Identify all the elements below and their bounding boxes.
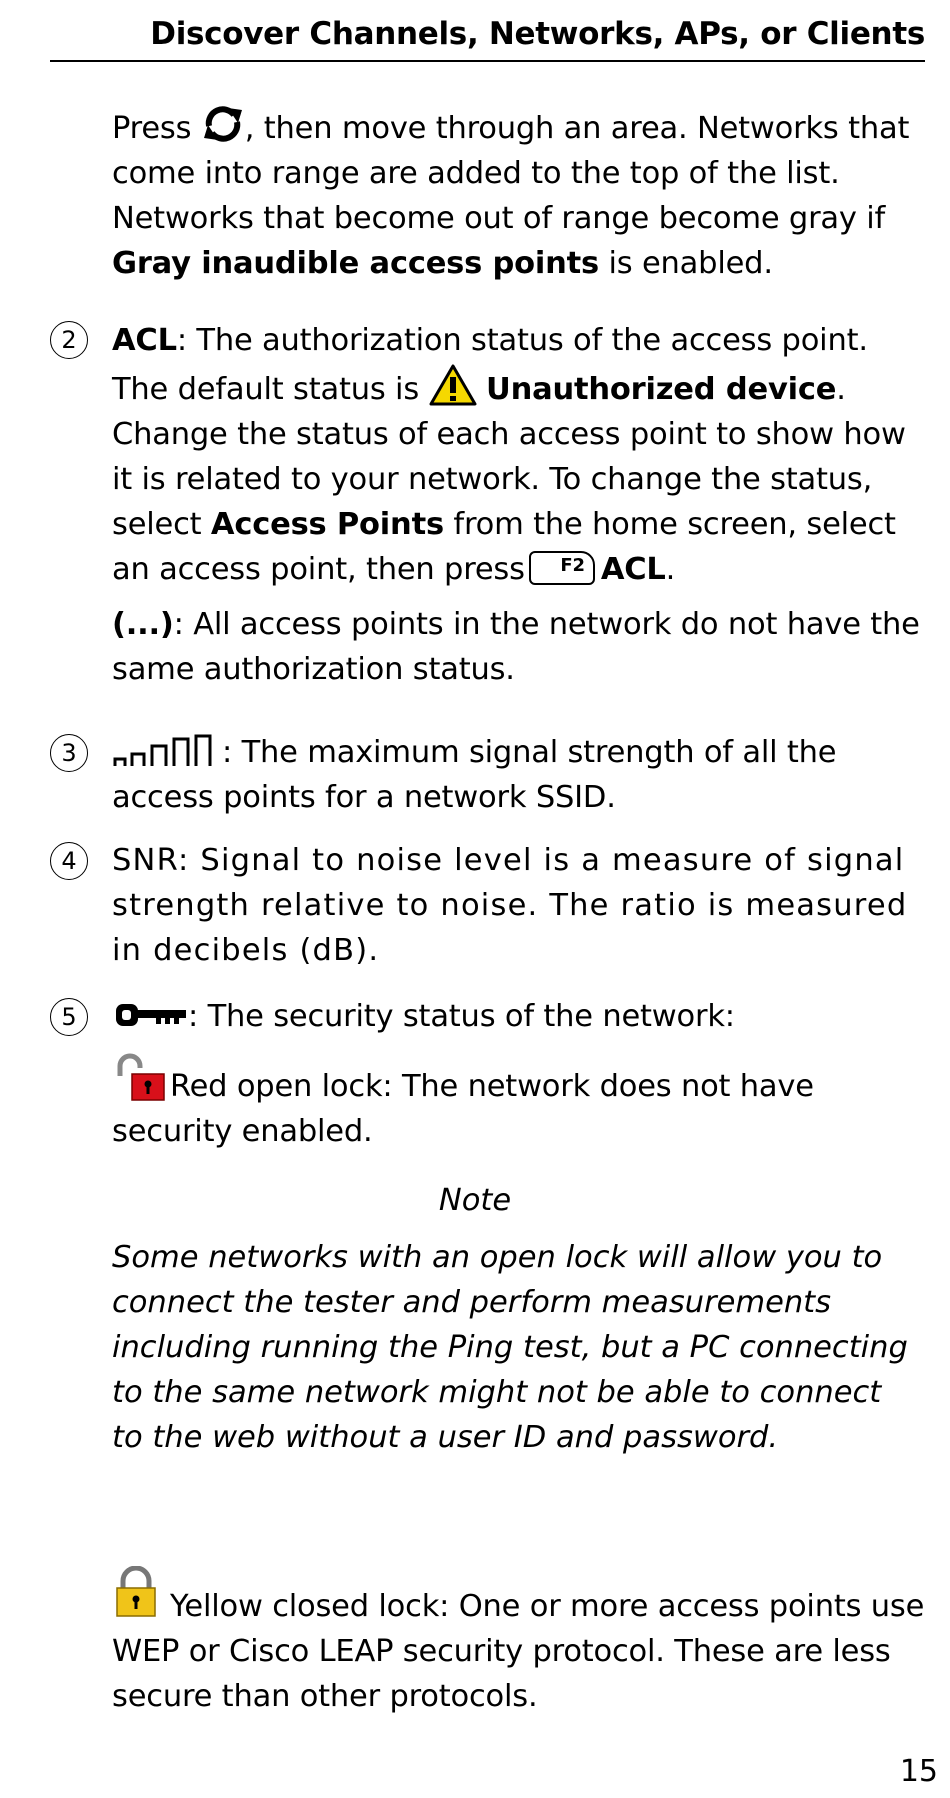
acl-period: . <box>665 552 676 587</box>
refresh-icon <box>201 104 245 144</box>
callout-number-3: 3 <box>50 734 88 772</box>
item-acl <box>112 318 932 592</box>
callout-number-5: 5 <box>50 998 88 1036</box>
page-number: 15 <box>899 1754 938 1789</box>
acl-key-label: ACL <box>600 552 666 587</box>
access-points-label: Access Points <box>210 507 444 542</box>
intro-text: , then move through an area. Networks that come into range are added to the top of the list. Networks that become out of range become gray if <box>112 111 910 236</box>
yellow-lock-description <box>112 1566 932 1719</box>
item-signal <box>112 730 932 820</box>
callout-number-4: 4 <box>50 842 88 880</box>
gray-inaudible-label: Gray inaudible access points <box>112 246 600 281</box>
acl-text-3: from the home screen, select an access point, then press <box>112 507 896 587</box>
callout-number-2: 2 <box>50 321 88 359</box>
acl-text: : The authorization status of the access point. The default status is <box>112 323 868 407</box>
intro-paragraph <box>112 104 932 286</box>
signal-strength-icon <box>112 734 222 768</box>
f2-key-icon <box>529 551 595 585</box>
signal-text: : The maximum signal strength of all the access points for a network SSID. <box>112 735 837 815</box>
f2-key-label: F2 <box>560 555 585 576</box>
acl-mixed-status <box>112 602 932 692</box>
acl-label: ACL <box>112 323 177 358</box>
intro-end-text: is enabled. <box>608 246 773 281</box>
note-body: Some networks with an open lock will allow you to connect the tester and perform measurements including running the Ping test, but a PC connecting to the same network might not be able to connect to the web without a user ID and password. <box>112 1240 908 1455</box>
yellow-closed-lock-icon <box>112 1566 160 1618</box>
note-title: Note <box>438 1183 512 1218</box>
security-text: : The security status of the network: <box>188 999 735 1034</box>
ellipsis-status-text: : All access points in the network do not have the same authorization status. <box>112 607 920 687</box>
acl-text-2: . Change the status of each access point to show how it is related to your network. To change the status, select <box>112 372 906 542</box>
section-title: Discover Channels, Networks, APs, or Clients <box>150 16 925 52</box>
red-lock-text: Red open lock: The network does not have security enabled. <box>112 1069 814 1149</box>
item-security <box>112 994 932 1039</box>
key-icon <box>112 1000 188 1030</box>
snr-text: SNR: Signal to noise level is a measure of signal strength relative to noise. The ratio is measured in decibels (dB). <box>112 843 908 968</box>
warning-icon <box>429 363 477 407</box>
item-snr <box>112 838 932 973</box>
intro-press-text: Press <box>112 111 192 146</box>
red-open-lock-icon <box>112 1052 170 1102</box>
ellipsis-status-label: (...) <box>112 607 174 642</box>
unauthorized-device-label: Unauthorized device <box>486 372 837 407</box>
page-header <box>50 12 925 62</box>
red-lock-description <box>112 1052 932 1154</box>
yellow-lock-text: Yellow closed lock: One or more access points use WEP or Cisco LEAP security protocol. These are less secure than other protocols. <box>112 1589 925 1714</box>
